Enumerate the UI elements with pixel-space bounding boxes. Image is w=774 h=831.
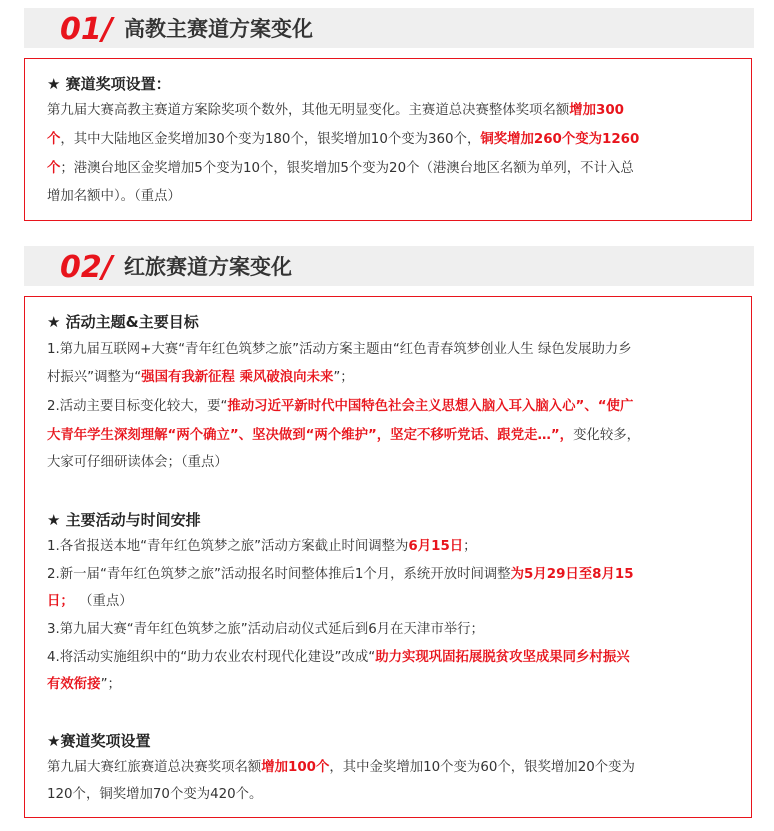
paragraph-line [47, 622, 484, 638]
content-box-1 [24, 58, 752, 221]
text-run: 村振兴”调整为“ [47, 370, 142, 385]
highlight-text: 推动习近平新时代中国特色社会主义思想入脑入耳入脑入心”、“使广 [227, 399, 634, 414]
text-run: 3.第九届大赛“青年红色筑梦之旅”活动启动仪式延后到6月在天津市举行； [47, 622, 484, 637]
text-run: ，其中大陆地区金奖增加30个变为180个，银奖增加10个变为360个， [60, 132, 481, 147]
paragraph-line [47, 455, 228, 471]
highlight-text: 个 [47, 132, 61, 147]
box-heading: ★ 赛道奖项设置： [47, 75, 171, 93]
highlight-text: 增加300 [569, 103, 624, 118]
text-run: ”； [333, 370, 354, 385]
text-run: 120个，铜奖增加70个变为420个。 [47, 787, 263, 802]
text-run: 第九届大赛高教主赛道方案除奖项个数外，其他无明显变化。主赛道总决赛整体奖项名额 [47, 103, 570, 118]
paragraph-line [47, 103, 624, 119]
text-run: 2.活动主要目标变化较大，要“ [47, 399, 228, 414]
paragraph-line [47, 567, 634, 583]
section-header-1 [24, 8, 754, 48]
content-box-2 [24, 296, 752, 818]
paragraph-line [47, 787, 262, 803]
text-run: （重点） [85, 594, 133, 609]
text-run: 变化较多， [573, 428, 641, 443]
section-title: 高教主赛道方案变化 [124, 17, 313, 41]
box-heading: ★ 活动主题&主要目标 [47, 313, 199, 331]
text-run: 1.第九届互联网+大赛“青年红色筑梦之旅”活动方案主题由“红色青春筑梦创业人生 绿色发展助力乡 [47, 342, 632, 357]
text-run: 1.各省报送本地“青年红色筑梦之旅”活动方案截止时间调整为 [47, 539, 409, 554]
highlight-text: 大青年学生深刻理解“两个确立”、坚决做到“两个维护”，坚定不移听党话、跟党走…”， [47, 428, 574, 443]
highlight-text: 强国有我新征程 乘风破浪向未来 [141, 370, 334, 385]
paragraph-line [47, 428, 640, 444]
text-run: 第九届大赛红旅赛道总决赛奖项名额 [47, 760, 262, 775]
highlight-text: 助力实现巩固拓展脱贫攻坚成果同乡村振兴 [375, 650, 630, 665]
paragraph-line [47, 650, 630, 666]
paragraph-line [47, 594, 133, 610]
paragraph-line [47, 399, 633, 415]
box-heading: ★ 主要活动与时间安排 [47, 511, 201, 529]
text-run: ”； [100, 677, 121, 692]
highlight-text: 增加100个 [261, 760, 330, 775]
highlight-text: 日； [47, 594, 74, 609]
text-run: 2.新一届“青年红色筑梦之旅”活动报名时间整体推后1个月，系统开放时间调整 [47, 567, 511, 582]
section-number: 01/ [60, 12, 113, 47]
paragraph-line [47, 132, 639, 148]
section-title: 红旅赛道方案变化 [124, 255, 292, 279]
text-run: 4.将活动实施组织中的“助力农业农村现代化建设”改成“ [47, 650, 376, 665]
paragraph-line [47, 161, 634, 177]
highlight-text: 有效衔接 [47, 677, 101, 692]
text-run: 增加名额中）。（重点） [47, 189, 181, 204]
text-run: 大家可仔细研读体会；（重点） [47, 455, 228, 470]
highlight-text: 为5月29日至8月15 [510, 567, 634, 582]
section-header-2 [24, 246, 754, 286]
paragraph-line [47, 677, 121, 693]
highlight-text: 6月15日 [408, 539, 464, 554]
paragraph-line [47, 370, 354, 386]
section-number: 02/ [60, 250, 113, 285]
paragraph-line [47, 189, 181, 205]
highlight-text: 铜奖增加260个变为1260 [480, 132, 640, 147]
highlight-text: 个 [47, 161, 61, 176]
paragraph-line [47, 539, 477, 555]
paragraph-line [47, 342, 632, 358]
text-run: ； [463, 539, 477, 554]
text-run: ，其中金奖增加10个变为60个，银奖增加20个变为 [329, 760, 635, 775]
paragraph-line [47, 760, 635, 776]
text-run: ；港澳台地区金奖增加5个变为10个，银奖增加5个变为20个（港澳台地区名额为单列，不计入总 [60, 161, 634, 176]
box-heading: ★赛道奖项设置 [47, 732, 151, 750]
